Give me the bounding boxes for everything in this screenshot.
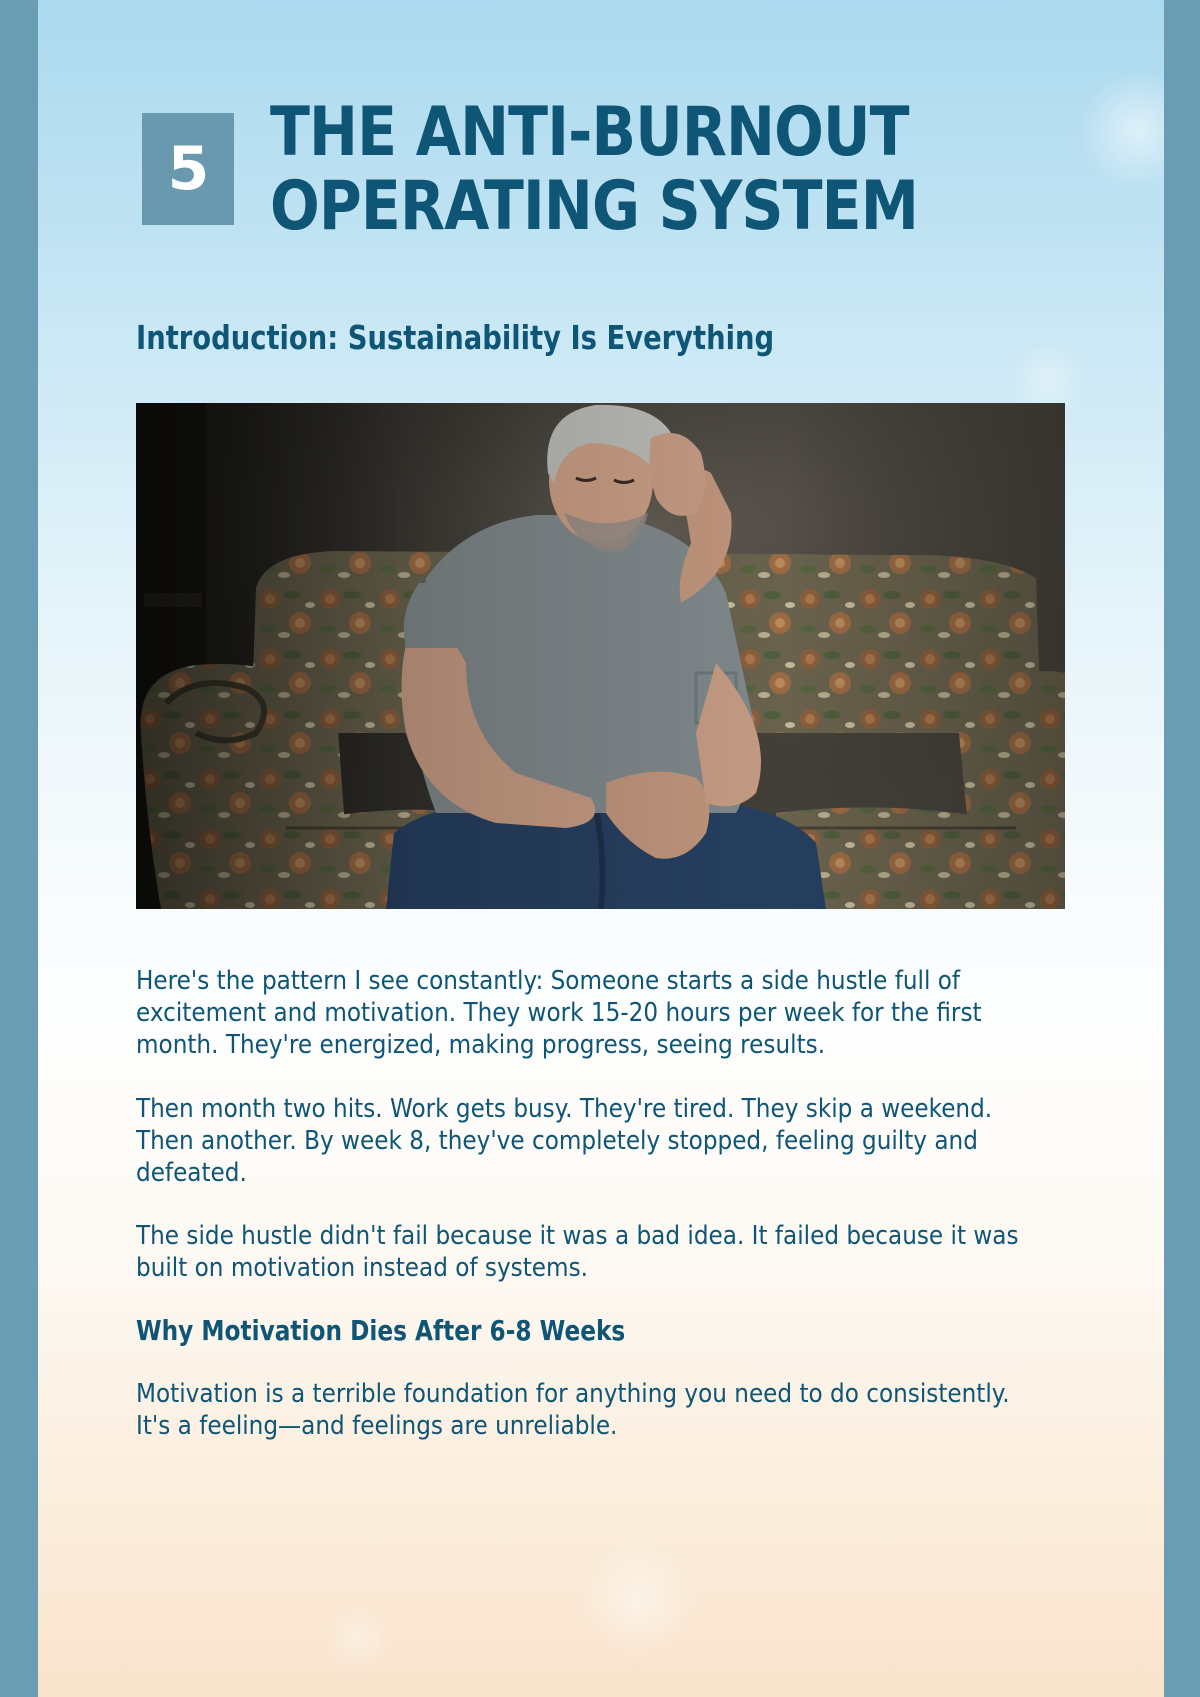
photo-tired-man-on-floral-couch-icon bbox=[136, 403, 1065, 909]
body-paragraph-1: Here's the pattern I see constantly: Someone starts a side hustle full of excitement and motivation. They work 15-20 hours per week for the first month. They're energized, making progress, seeing results. bbox=[136, 966, 982, 1060]
chapter-number-badge: 5 bbox=[142, 113, 234, 225]
body-paragraph-3: The side hustle didn't fail because it was a bad idea. It failed because it was built on motivation instead of systems. bbox=[136, 1221, 1019, 1283]
document-page bbox=[38, 0, 1164, 1697]
chapter-title-line-1: THE ANTI-BURNOUT bbox=[270, 93, 909, 172]
body-paragraph-2: Then month two hits. Work gets busy. They're tired. They skip a weekend. Then another. By week 8, they've completely stopped, feeling guilty and defeated. bbox=[136, 1094, 993, 1188]
section-subheading: Why Motivation Dies After 6-8 Weeks bbox=[136, 1314, 626, 1347]
chapter-title bbox=[270, 93, 1010, 246]
chapter-title-line-2: OPERATING SYSTEM bbox=[270, 167, 919, 246]
body-paragraph-4: Motivation is a terrible foundation for anything you need to do consistently. It's a feeling—and feelings are unreliable. bbox=[136, 1379, 1010, 1441]
intro-heading: Introduction: Sustainability Is Everything bbox=[136, 318, 775, 357]
